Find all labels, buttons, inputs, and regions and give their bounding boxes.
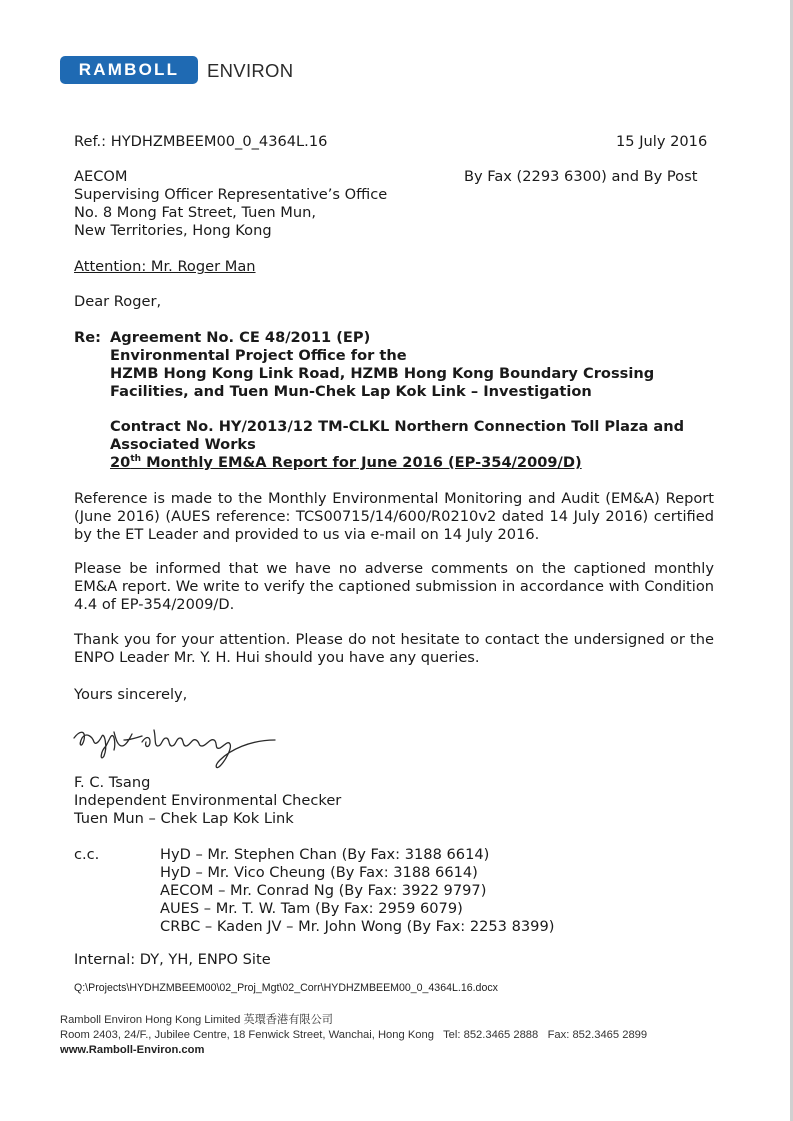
delivery-method: By Fax (2293 6300) and By Post [464,168,698,185]
cc-recipient: HyD – Mr. Vico Cheung (By Fax: 3188 6614) [160,864,478,881]
footer-tel: Tel: 852.3465 2888 [443,1029,539,1041]
footer-company: Ramboll Environ Hong Kong Limited 英環香港有限公司 [60,1014,333,1026]
logo-brand-text: RAMBOLL [78,60,180,79]
body-paragraph: Thank you for your attention. Please do not hesitate to contact the undersigned or the ENPO Leader Mr. Y. H. Hui should you have any queries. [74,631,714,666]
logo-suffix-text: ENVIRON [207,60,294,81]
cc-recipient: AUES – Mr. T. W. Tam (By Fax: 2959 6079) [160,900,463,917]
address-line: AECOM [74,168,128,185]
letter-date: 15 July 2016 [616,133,708,150]
re-label: Re: [74,329,101,346]
report-title-text: Monthly EM&A Report for June 2016 (EP-354/2009/D) [141,454,582,471]
signer-project: Tuen Mun – Chek Lap Kok Link [74,810,294,827]
closing: Yours sincerely, [74,686,188,703]
company-logo [60,56,198,84]
contract-line: Associated Works [110,436,256,453]
address-line: No. 8 Mong Fat Street, Tuen Mun, [74,204,316,221]
footer-fax: Fax: 852.3465 2899 [547,1029,648,1041]
attention-line: Attention: Mr. Roger Man [74,258,256,275]
footer-address: Room 2403, 24/F., Jubilee Centre, 18 Fenwick Street, Wanchai, Hong Kong [60,1029,434,1041]
footer-website-link[interactable]: www.Ramboll-Environ.com [60,1044,205,1056]
report-title [110,454,582,472]
cc-label: c.c. [74,846,100,863]
reference-number: Ref.: HYDHZMBEEM00_0_4364L.16 [74,133,328,150]
subject-line: Agreement No. CE 48/2011 (EP) [110,329,371,346]
report-ordinal: th [130,454,142,465]
footer-address-line [60,1028,647,1042]
signer-name: F. C. Tsang [74,774,151,791]
report-number: 20 [110,454,131,471]
signer-title: Independent Environmental Checker [74,792,342,809]
body-paragraph: Please be informed that we have no adverse comments on the captioned monthly EM&A report. We write to verify the captioned submission in accordance with Condition 4.4 of EP-354/2009/D. [74,560,714,613]
cc-recipient: AECOM – Mr. Conrad Ng (By Fax: 3922 9797) [160,882,487,899]
address-line: New Territories, Hong Kong [74,222,272,239]
subject-line: Facilities, and Tuen Mun-Chek Lap Kok Link – Investigation [110,383,592,400]
address-line: Supervising Officer Representative’s Office [74,186,388,203]
cc-recipient: HyD – Mr. Stephen Chan (By Fax: 3188 6614) [160,846,490,863]
salutation: Dear Roger, [74,293,162,310]
subject-line: HZMB Hong Kong Link Road, HZMB Hong Kong Boundary Crossing [110,365,655,382]
body-paragraph: Reference is made to the Monthly Environmental Monitoring and Audit (EM&A) Report (June 2016) (AUES reference: TCS00715/14/600/R0210v2 dated 14 July 2016) certified by the ET Leader and provided to us via e-mail on 14 July 2016. [74,490,714,543]
contract-line: Contract No. HY/2013/12 TM-CLKL Northern Connection Toll Plaza and [110,418,685,435]
file-path: Q:\Projects\HYDHZMBEEM00\02_Proj_Mgt\02_Corr\HYDHZMBEEM00_0_4364L.16.docx [74,982,498,994]
handwritten-signature [70,716,280,776]
internal-distribution: Internal: DY, YH, ENPO Site [74,951,271,968]
cc-recipient: CRBC – Kaden JV – Mr. John Wong (By Fax: 2253 8399) [160,918,555,935]
subject-line: Environmental Project Office for the [110,347,407,364]
